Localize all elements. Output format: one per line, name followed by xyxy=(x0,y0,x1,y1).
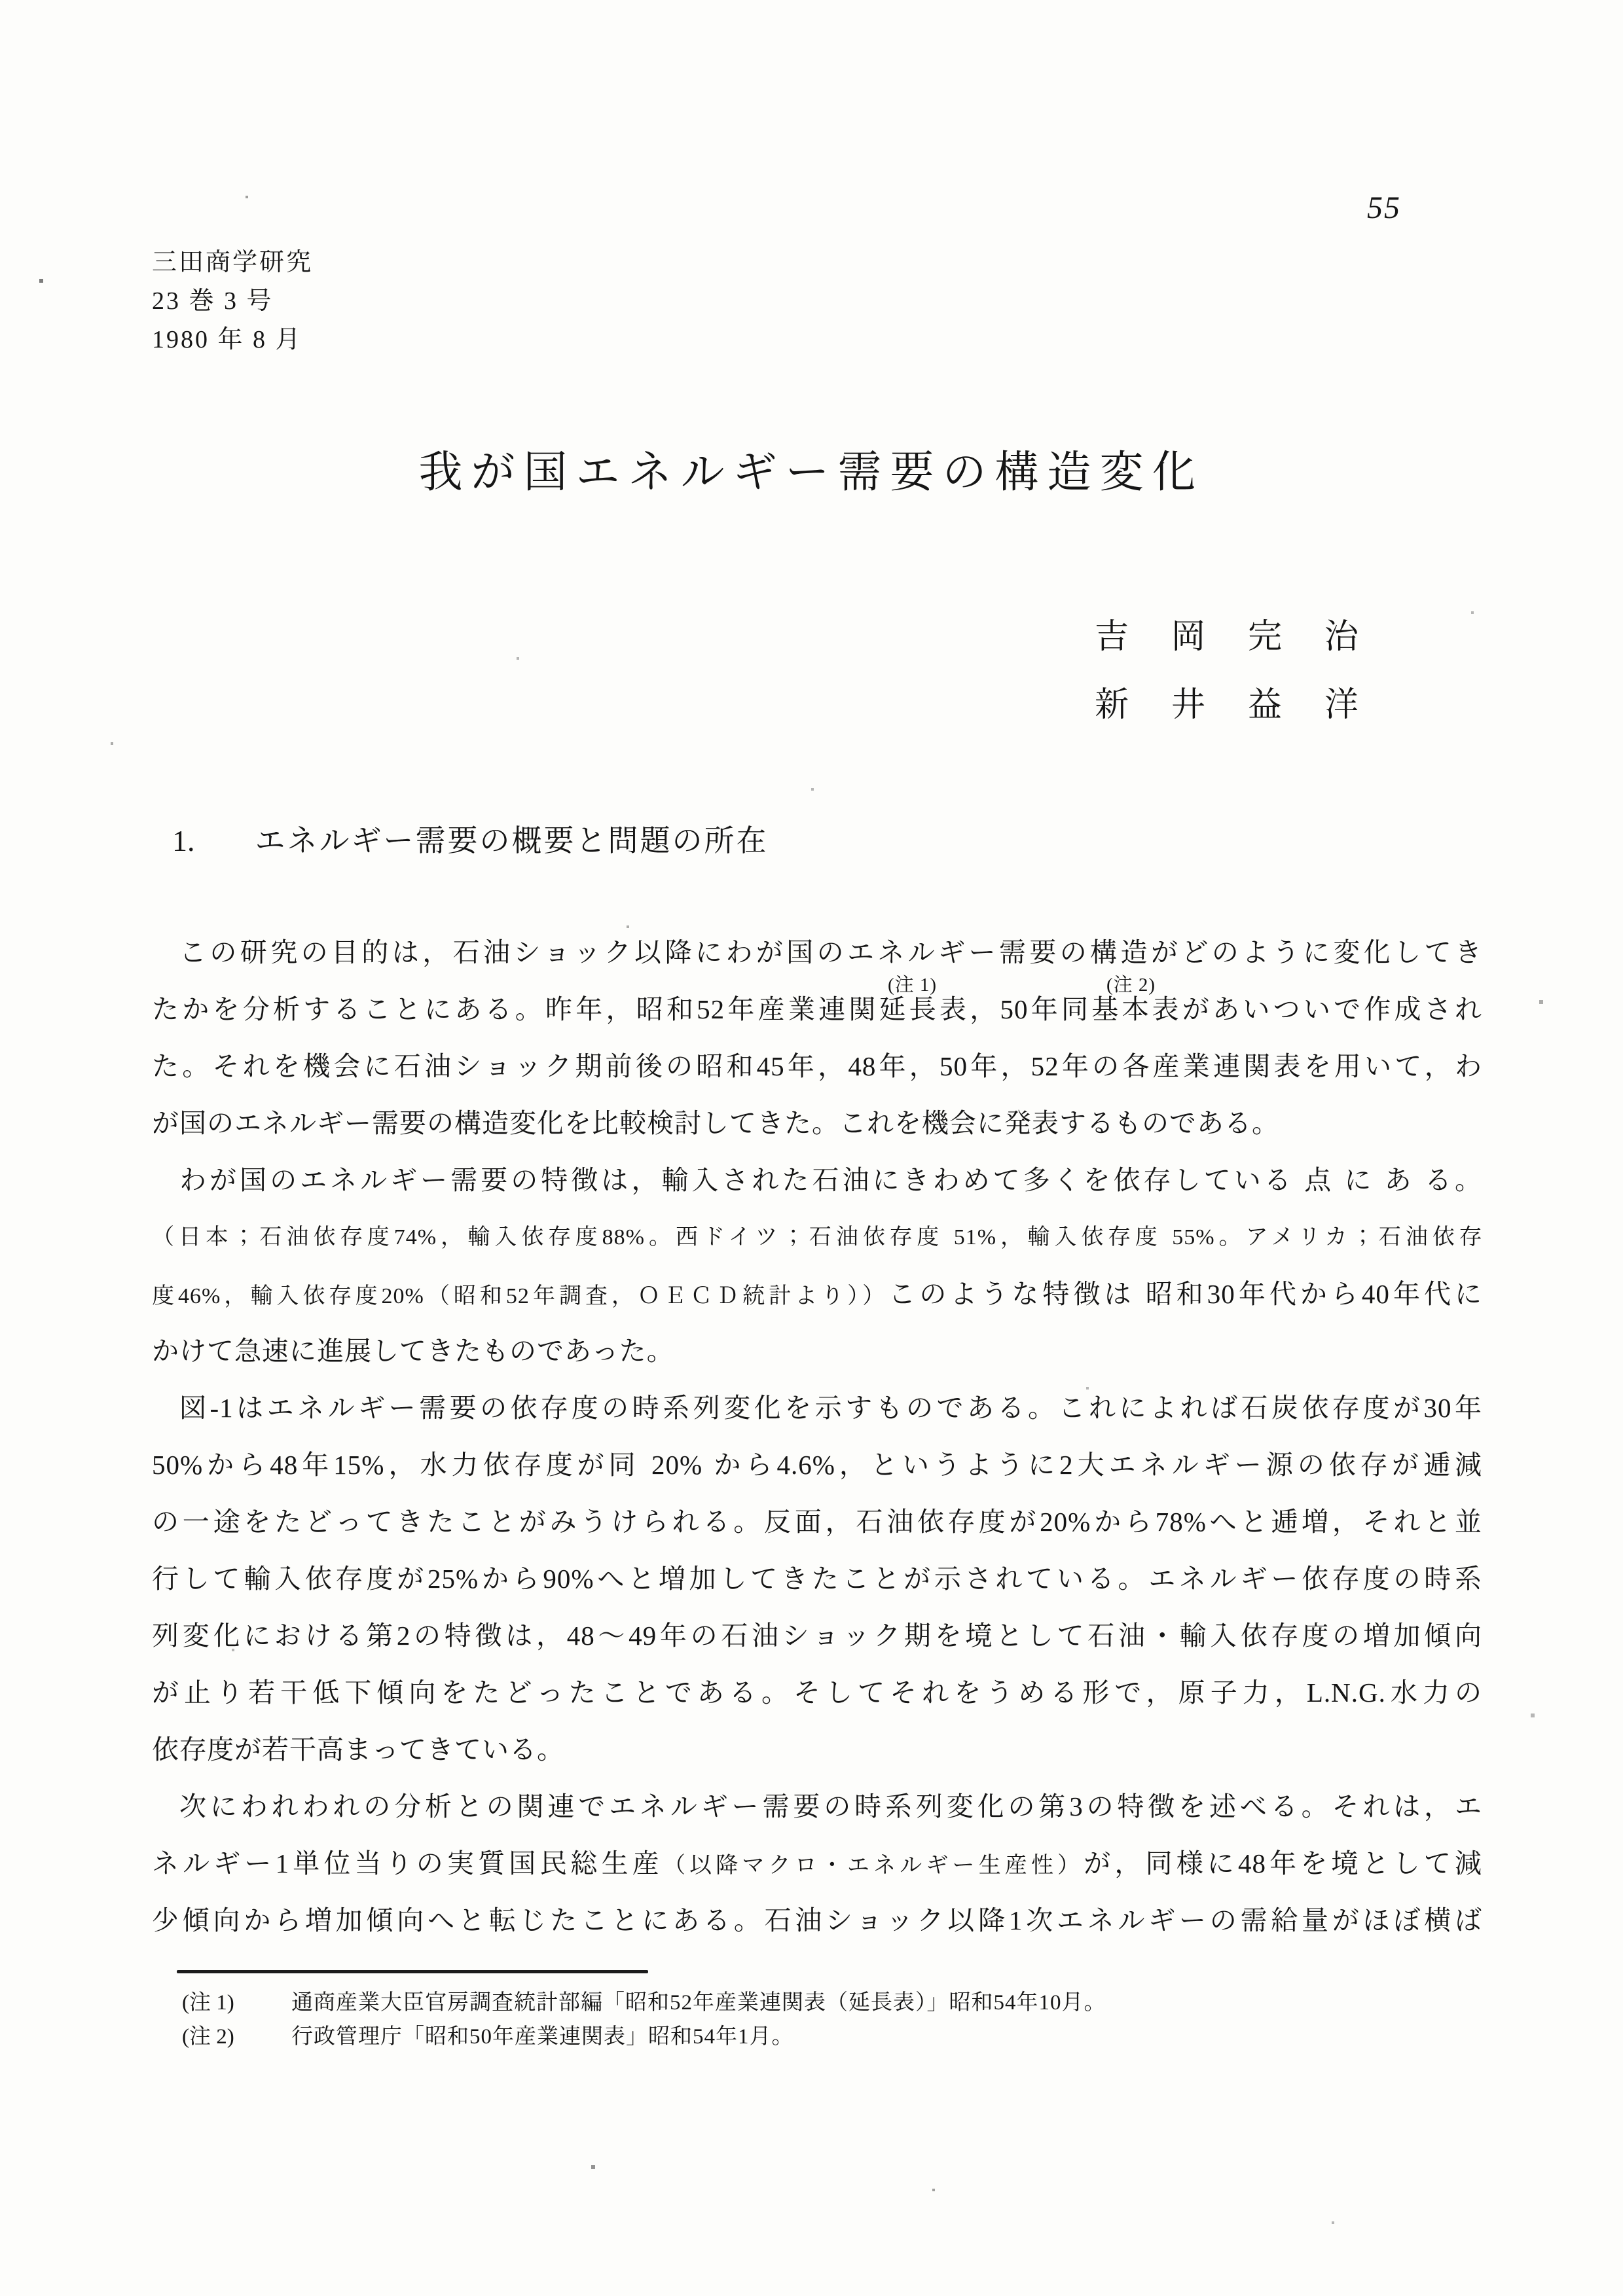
body-line-segment: が，同様に48年を境として減 xyxy=(1084,1848,1483,1878)
body-line-segment: た。それを機会に石油ショック期前後の昭和45年，48年，50年，52年の各産業連関表を用いて，わ xyxy=(152,1051,1482,1081)
body-line xyxy=(152,1095,1482,1152)
footnote-text: 通商産業大臣官房調査統計部編「昭和52年産業連関表（延長表）」昭和54年10月。 xyxy=(291,1991,1106,2015)
body-line xyxy=(152,924,1482,981)
body-line-segment: 行して輸入依存度が25%から90%へと増加してきたことが示されている。エネルギー依存度の時系 xyxy=(152,1564,1482,1594)
footnote-label: (注 1) xyxy=(182,1991,234,2015)
body-line-segment: 次にわれわれの分析との関連でエネルギー需要の時系列変化の第3の特徴を述べる。それは，エ xyxy=(179,1791,1482,1821)
author-name: 新井益洋 xyxy=(1095,687,1402,724)
section-heading xyxy=(172,817,769,860)
body-line-segment: かけて急速に進展してきたものであった。 xyxy=(152,1336,674,1366)
body-line xyxy=(152,1038,1482,1095)
body-line-segment: ネルギー1単位当りの実質国民総生産 xyxy=(152,1848,663,1878)
body-line-segment: 少傾向から増加傾向へと転じたことにある。石油ショック以降1次エネルギーの需給量がほぼ横ば xyxy=(152,1905,1482,1935)
body-line xyxy=(152,1152,1482,1209)
journal-volume-issue: 23 巻 3 号 xyxy=(152,287,274,315)
body-line-segment: （以降マクロ・エネルギー生産性） xyxy=(663,1854,1084,1878)
section-number: 1. xyxy=(172,824,195,857)
scan-noise xyxy=(0,0,1,1)
footnote-text: 行政管理庁「昭和50年産業連関表」昭和54年1月。 xyxy=(291,2025,794,2049)
body-line-segment: 度46%，輸入依存度20%（昭和52年調査，ＯＥＣＤ統計より）） xyxy=(152,1284,889,1308)
section-title: エネルギー需要の概要と問題の所在 xyxy=(255,824,769,857)
body-line-segment: 50%から48年15%，水力依存度が同 20% から4.6%，というように2大エネルギー源の依存が逓減 xyxy=(152,1450,1482,1480)
body-line xyxy=(152,1892,1482,1949)
body-line xyxy=(152,1494,1482,1551)
footnote-marker-2: (注 2) xyxy=(1106,975,1156,996)
body-line-segment: が止り若干低下傾向をたどったことである。そしてそれをうめる形で，原子力，L.N.G.水力の xyxy=(152,1677,1482,1708)
body-line-segment: たかを分析することにある。昨年，昭和52年産業連関延長表，50年同基本表があいついで作成され xyxy=(152,994,1482,1024)
journal-name: 三田商学研究 xyxy=(152,249,314,276)
footnote xyxy=(182,1986,1106,2020)
body-line xyxy=(152,1551,1482,1607)
author-name: 吉岡完治 xyxy=(1095,619,1402,656)
body-text xyxy=(152,924,1482,1949)
body-line-segment: の一途をたどってきたことがみうけられる。反面，石油依存度が20%から78%へと逓増，それと並 xyxy=(152,1507,1482,1537)
body-line xyxy=(152,1607,1482,1664)
footnote-divider xyxy=(177,1970,648,1973)
body-line-segment: この研究の目的は，石油ショック以降にわが国のエネルギー需要の構造がどのように変化してき xyxy=(179,937,1482,967)
author-block xyxy=(1095,603,1401,740)
body-line xyxy=(152,1437,1482,1494)
body-line-segment: 依存度が若干高まってきている。 xyxy=(152,1734,564,1765)
body-line xyxy=(152,1209,1482,1266)
journal-info xyxy=(152,243,313,359)
body-line xyxy=(152,1778,1482,1835)
body-line-segment: （日本；石油依存度74%，輸入依存度88%。西ドイツ；石油依存度 51%，輸入依存度 55%。アメリカ；石油依存 xyxy=(152,1225,1482,1249)
body-line-segment: 図-1はエネルギー需要の依存度の時系列変化を示すものである。これによれば石炭依存度が30年 xyxy=(179,1393,1482,1423)
body-line xyxy=(152,981,1482,1038)
page-number: 55 xyxy=(1367,190,1401,225)
body-line-segment: わが国のエネルギー需要の特徴は，輸入された石油にきわめて多くを依存している 点 に あ る。 xyxy=(179,1165,1482,1195)
body-line-segment: このような特徴は 昭和30年代から40年代に xyxy=(888,1279,1482,1309)
body-line xyxy=(152,1664,1482,1721)
body-line xyxy=(152,1380,1482,1437)
footnote-label: (注 2) xyxy=(182,2025,234,2049)
body-line-segment: 列変化における第2の特徴は，48〜49年の石油ショック期を境として石油・輸入依存度の増加傾向 xyxy=(152,1621,1482,1651)
footnote-marker-1: (注 1) xyxy=(888,975,938,996)
footnote xyxy=(182,2020,1106,2054)
body-line xyxy=(152,1835,1482,1892)
footnotes xyxy=(182,1986,1106,2054)
body-line xyxy=(152,1323,1482,1380)
paper-title: 我が国エネルギー需要の構造変化 xyxy=(418,448,1205,497)
body-line-segment: が国のエネルギー需要の構造変化を比較検討してきた。これを機会に発表するものである。 xyxy=(152,1108,1279,1138)
journal-date: 1980 年 8 月 xyxy=(152,326,302,353)
body-line xyxy=(152,1266,1482,1323)
body-line xyxy=(152,1721,1482,1778)
